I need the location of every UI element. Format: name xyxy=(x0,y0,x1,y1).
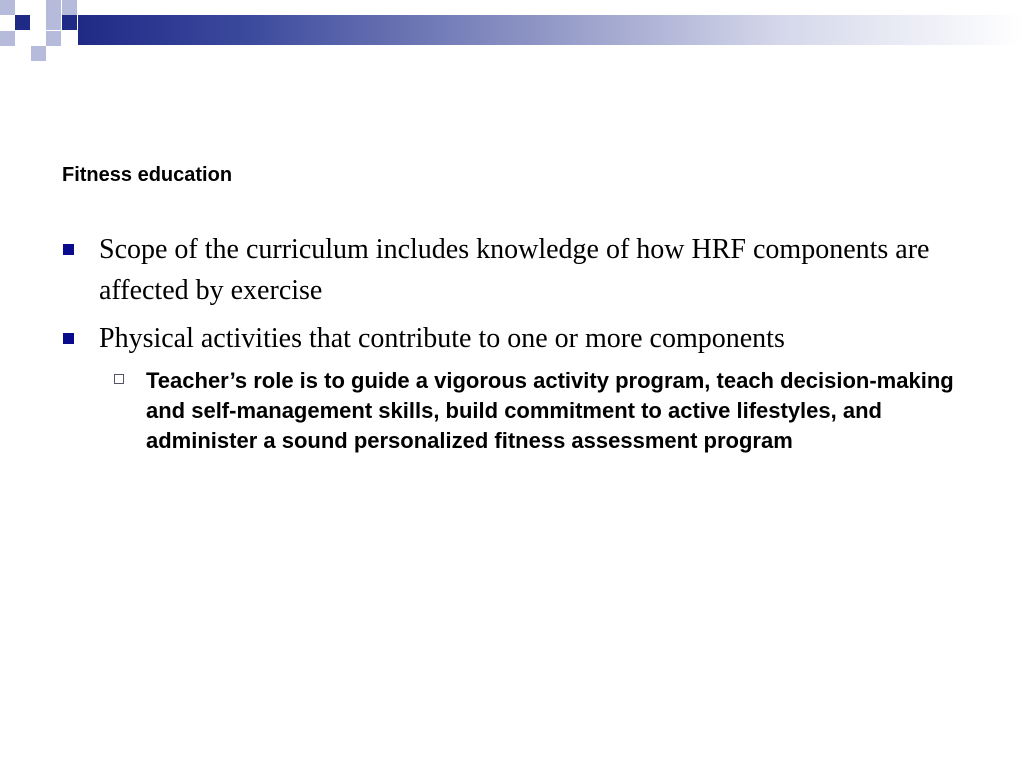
bullet-text: Scope of the curriculum includes knowledge of how HRF components are affected by exercise xyxy=(99,234,930,306)
deco-square xyxy=(62,0,77,15)
deco-square xyxy=(62,15,77,30)
header-gradient-bar xyxy=(78,15,1024,45)
deco-square xyxy=(46,0,61,15)
bullet-text: Physical activities that contribute to one or more components xyxy=(99,323,785,354)
deco-square xyxy=(46,15,61,30)
slide-title: Fitness education xyxy=(62,164,233,186)
deco-square xyxy=(0,31,15,46)
deco-square xyxy=(46,31,61,46)
square-bullet-icon xyxy=(63,244,74,255)
deco-square xyxy=(15,15,30,30)
sub-bullet-text: Teacher’s role is to guide a vigorous activity program, teach decision-making and self-management skills, build commitment to active lifestyles, and administer a sound personalized fitness assessment program xyxy=(146,368,954,453)
hollow-square-bullet-icon xyxy=(114,374,124,384)
square-bullet-icon xyxy=(63,333,74,344)
deco-square xyxy=(31,46,46,61)
deco-square xyxy=(0,0,15,15)
header-decoration-squares xyxy=(0,0,80,64)
